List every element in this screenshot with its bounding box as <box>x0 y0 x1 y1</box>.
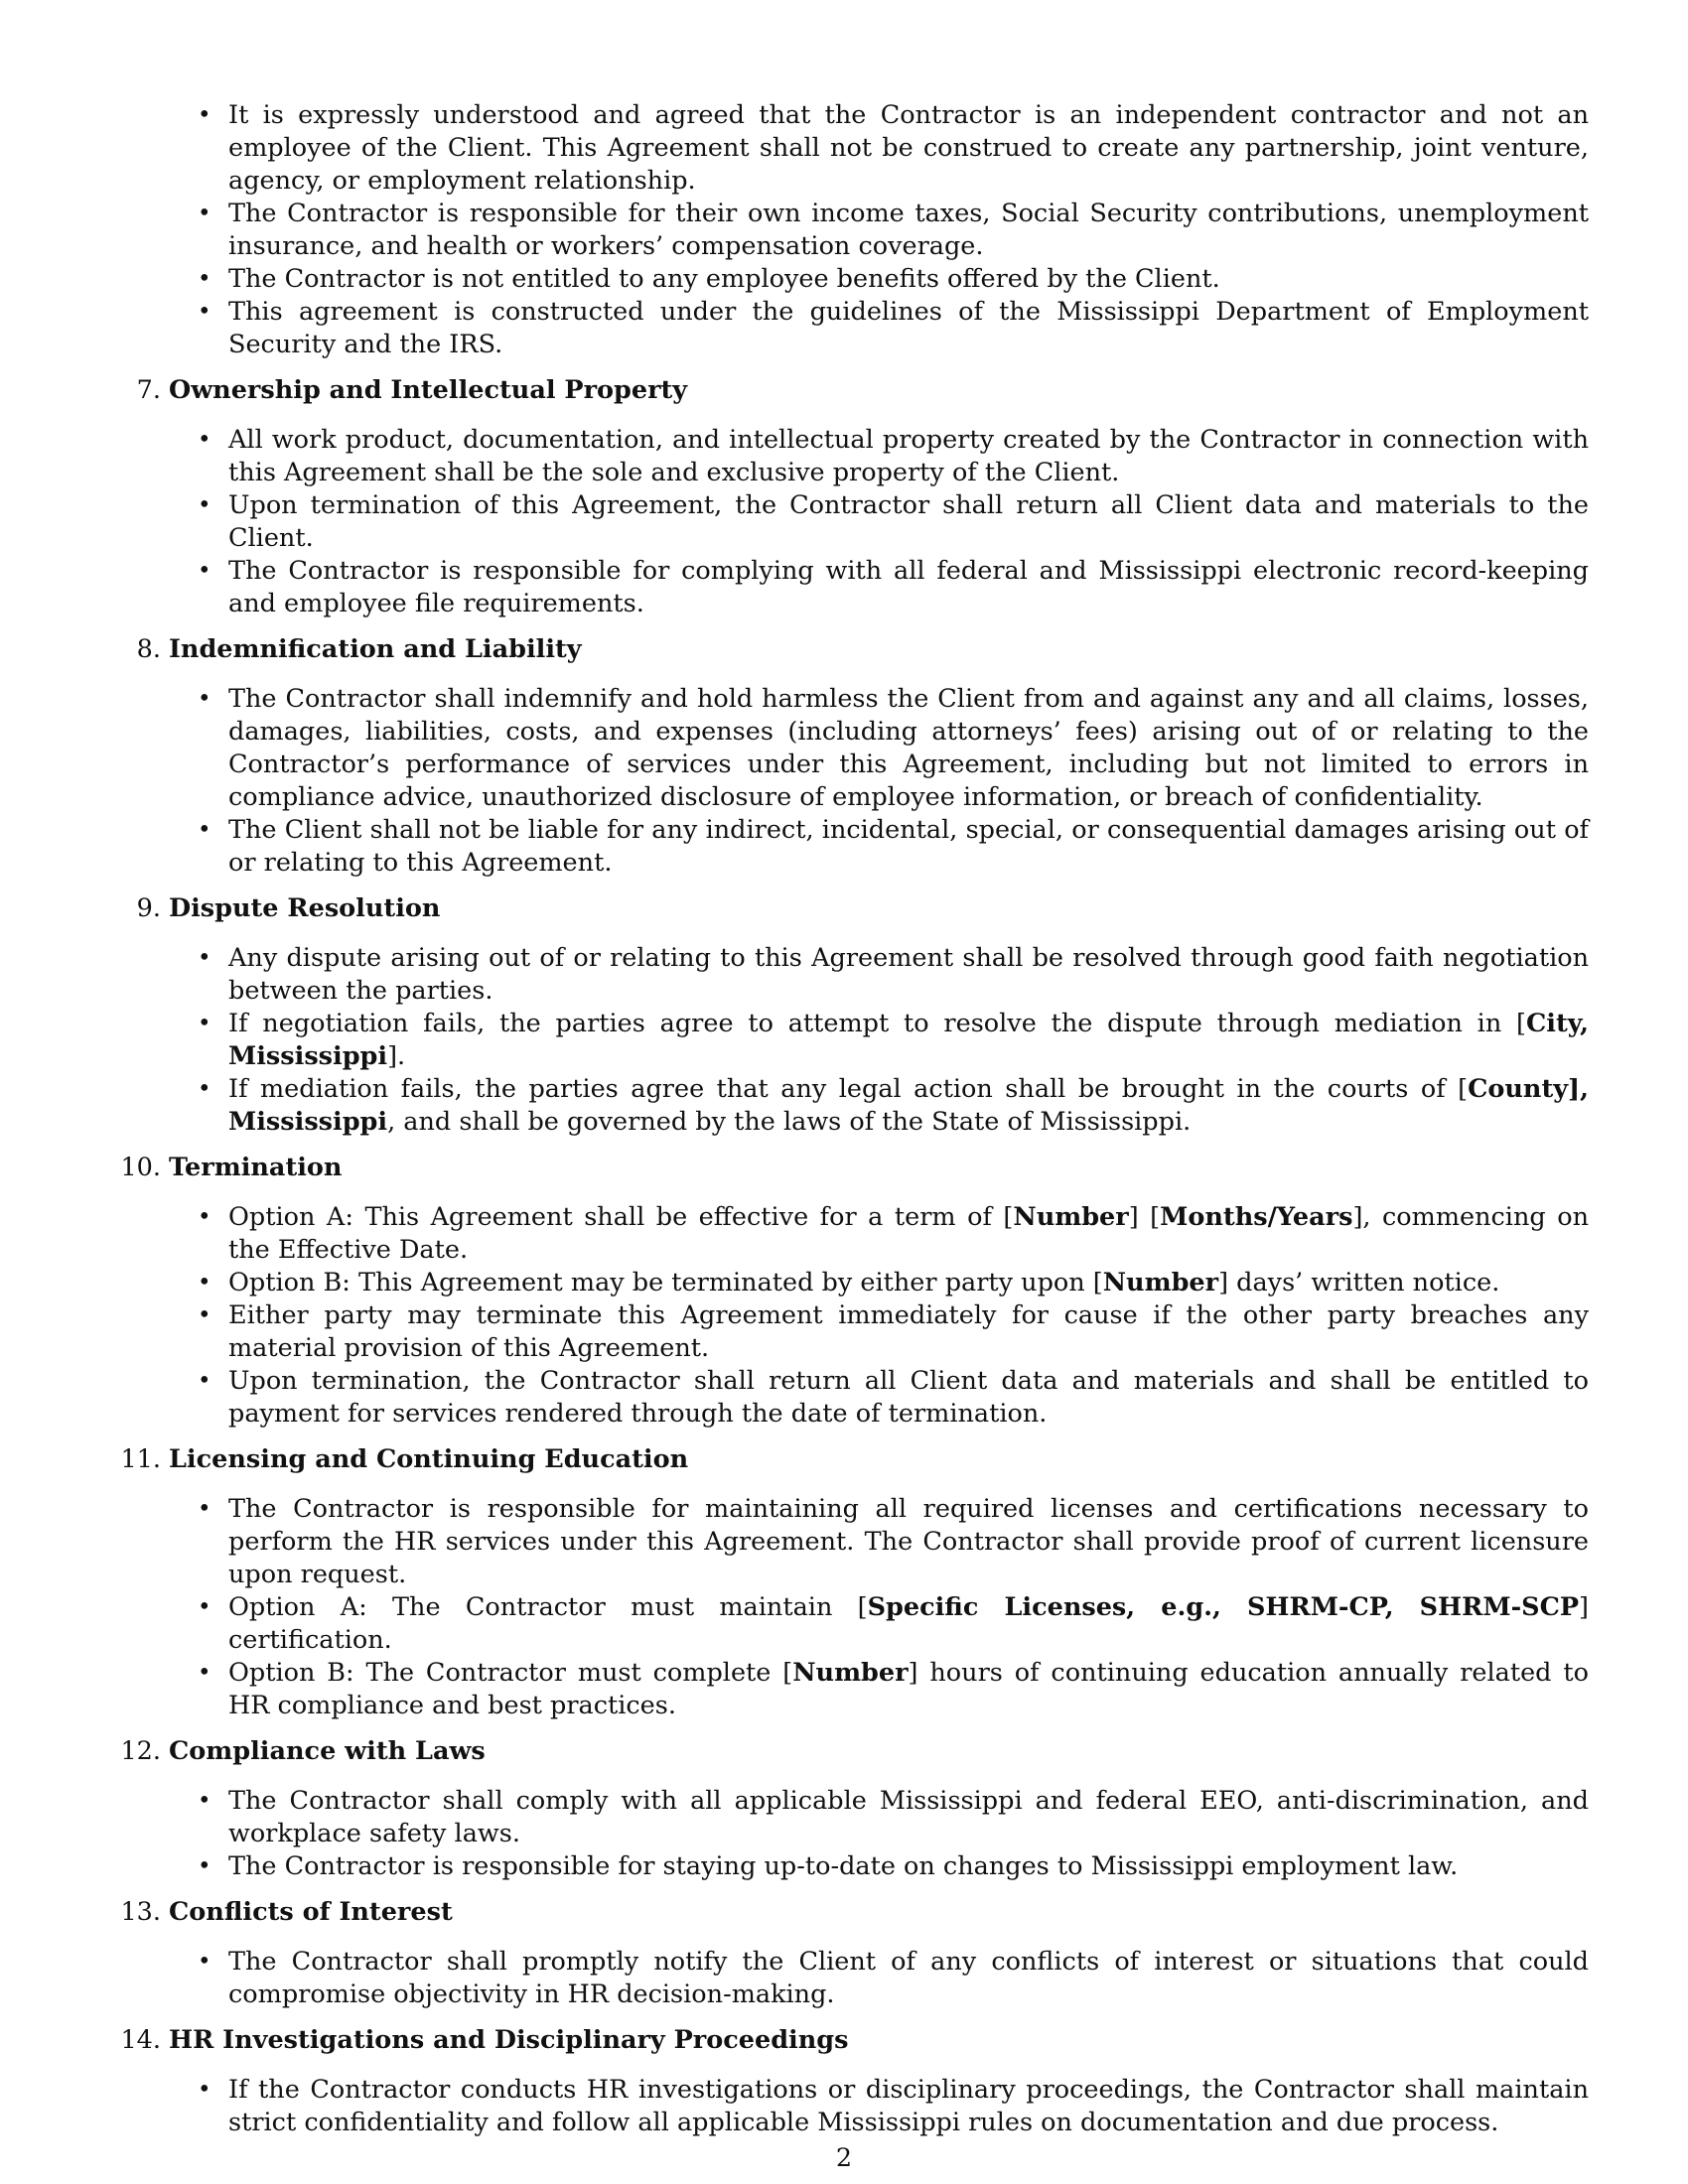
section-heading <box>136 892 1589 925</box>
section-bullet-list <box>169 1785 1589 1883</box>
section-bullet-list <box>169 424 1589 620</box>
section-bullet-list <box>169 942 1589 1139</box>
section-number: 13. <box>120 1897 161 1927</box>
section-14 <box>120 2024 1589 2139</box>
section-heading <box>136 374 1589 407</box>
section-heading <box>120 1152 1589 1184</box>
section-number: 9. <box>136 893 161 923</box>
section-bullet-list <box>169 1201 1589 1431</box>
section-title: Dispute Resolution <box>169 893 441 923</box>
section-title: Termination <box>169 1153 343 1182</box>
section-bullet-list <box>169 2074 1589 2139</box>
section-heading <box>120 1896 1589 1929</box>
bullet-item: • The Contractor is responsible for their own income taxes, Social Security contributions, unemployment insurance, and health or workers’ compensation coverage. <box>169 198 1589 263</box>
bullet-item: • It is expressly understood and agreed that the Contractor is an independent contractor and not an employee of the Client. This Agreement shall not be construed to create any partnership, joint venture, agency, or employment relationship. <box>169 99 1589 198</box>
section-title: Indemnification and Liability <box>169 634 582 664</box>
section-8 <box>136 633 1589 880</box>
section-number: 7. <box>136 375 161 405</box>
section-title: HR Investigations and Disciplinary Proceedings <box>169 2025 849 2055</box>
section-bullet-list <box>169 683 1589 880</box>
bullet-item: • The Contractor is responsible for complying with all federal and Mississippi electronic record-keeping and employee file requirements. <box>169 555 1589 620</box>
bullet-item: • Option A: This Agreement shall be effective for a term of [Number] [Months/Years], commencing on the Effective Date. <box>169 1201 1589 1267</box>
bullet-item: • The Client shall not be liable for any indirect, incidental, special, or consequential damages arising out of or relating to this Agreement. <box>169 814 1589 880</box>
section-13 <box>120 1896 1589 2011</box>
bullet-item: • The Contractor shall comply with all applicable Mississippi and federal EEO, anti-discrimination, and workplace safety laws. <box>169 1785 1589 1850</box>
bullet-item: • The Contractor is not entitled to any employee benefits offered by the Client. <box>169 263 1589 296</box>
section-title: Ownership and Intellectual Property <box>169 375 688 405</box>
section-title: Compliance with Laws <box>169 1736 486 1766</box>
section-heading <box>120 2024 1589 2057</box>
section-title: Licensing and Continuing Education <box>169 1444 689 1474</box>
section-7 <box>136 374 1589 620</box>
section-number: 12. <box>120 1736 161 1766</box>
section-11 <box>120 1443 1589 1722</box>
leading-bullet-list <box>169 99 1589 361</box>
section-heading <box>136 633 1589 666</box>
bullet-item: • This agreement is constructed under the guidelines of the Mississippi Department of Employment Security and the IRS. <box>169 296 1589 361</box>
bullet-item: • The Contractor shall indemnify and hold harmless the Client from and against any and all claims, losses, damages, liabilities, costs, and expenses (including attorneys’ fees) arising out of or relating to the Contractor’s performance of services under this Agreement, including but not limited to errors in compliance advice, unauthorized disclosure of employee information, or breach of confidentiality. <box>169 683 1589 814</box>
bullet-item: • Either party may terminate this Agreement immediately for cause if the other party breaches any material provision of this Agreement. <box>169 1299 1589 1365</box>
section-10 <box>120 1152 1589 1431</box>
bullet-item: • Option B: This Agreement may be terminated by either party upon [Number] days’ written notice. <box>169 1267 1589 1299</box>
bullet-item: • The Contractor is responsible for staying up-to-date on changes to Mississippi employment law. <box>169 1850 1589 1883</box>
section-bullet-list <box>169 1946 1589 2011</box>
bullet-item: • The Contractor shall promptly notify the Client of any conflicts of interest or situations that could compromise objectivity in HR decision-making. <box>169 1946 1589 2011</box>
document-body <box>120 99 1589 2139</box>
bullet-item: • Any dispute arising out of or relating to this Agreement shall be resolved through good faith negotiation between the parties. <box>169 942 1589 1008</box>
section-title: Conflicts of Interest <box>169 1897 453 1927</box>
bullet-item: • If negotiation fails, the parties agree to attempt to resolve the dispute through mediation in [City, Mississippi]. <box>169 1008 1589 1073</box>
section-number: 11. <box>120 1444 161 1474</box>
bullet-item: • All work product, documentation, and intellectual property created by the Contractor in connection with this Agreement shall be the sole and exclusive property of the Client. <box>169 424 1589 489</box>
bullet-item: • Option A: The Contractor must maintain [Specific Licenses, e.g., SHRM-CP, SHRM-SCP] certification. <box>169 1591 1589 1657</box>
section-heading <box>120 1735 1589 1768</box>
section-bullet-list <box>169 1493 1589 1722</box>
bullet-item: • The Contractor is responsible for maintaining all required licenses and certifications necessary to perform the HR services under this Agreement. The Contractor shall provide proof of current licensure upon request. <box>169 1493 1589 1591</box>
bullet-item: • Upon termination, the Contractor shall return all Client data and materials and shall be entitled to payment for services rendered through the date of termination. <box>169 1365 1589 1431</box>
page-number: 2 <box>835 2143 853 2173</box>
section-12 <box>120 1735 1589 1883</box>
bullet-item: • Option B: The Contractor must complete [Number] hours of continuing education annually related to HR compliance and best practices. <box>169 1657 1589 1722</box>
section-number: 10. <box>120 1153 161 1182</box>
bullet-item: • Upon termination of this Agreement, the Contractor shall return all Client data and materials to the Client. <box>169 489 1589 555</box>
section-heading <box>120 1443 1589 1476</box>
section-9 <box>136 892 1589 1139</box>
bullet-item: • If mediation fails, the parties agree that any legal action shall be brought in the courts of [County], Mississippi, and shall be governed by the laws of the State of Mississippi. <box>169 1073 1589 1139</box>
sections-container <box>120 374 1589 2139</box>
bullet-item: • If the Contractor conducts HR investigations or disciplinary proceedings, the Contractor shall maintain strict confidentiality and follow all applicable Mississippi rules on documentation and due process. <box>169 2074 1589 2139</box>
section-number: 8. <box>136 634 161 664</box>
section-number: 14. <box>120 2025 161 2055</box>
